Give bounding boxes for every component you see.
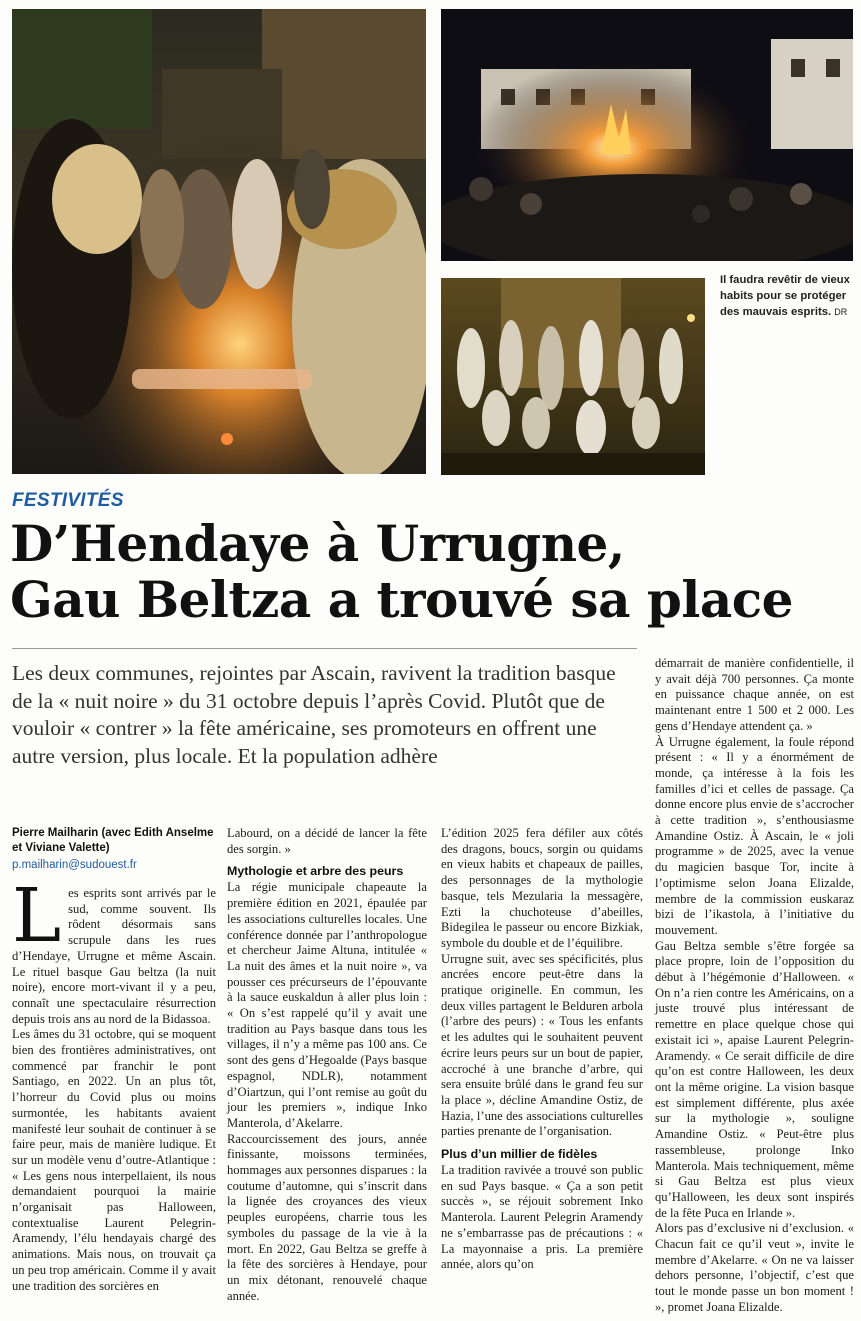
article-column-3 — [441, 826, 643, 1273]
byline-authors: Pierre Mailharin (avec Edith Anselme et Viviane Valette) — [12, 827, 214, 854]
paragraph: Urrugne suit, avec ses spécificités, plus ancrées encore peut-être dans la pratique originelle. En commun, les deux villes partagent le Belduren arbola (l’arbre des peurs) : « Tous les enfants et les adultes qui le souhaitent peuvent écrire leurs peurs sur un bout de papier, accroché à une branche d’arbre, qui sera ensuite brûlé dans le grand feu sur la place », décline Amandine Ostiz, de Hazia, l’une des associations culturelles parties prenante de l’organisation. — [441, 951, 643, 1139]
paragraph: L’édition 2025 fera défiler aux côtés des dragons, boucs, sorgin ou quidams en vieux habits et chapeaux de pailles, des personnages de la mythologie basque, tels Mezularia la messagère, Ezti la chuchoteuse d’abeilles, Bidegilea le passeur ou encore Bizkiak, symbole du double et de l’équilibre. — [441, 826, 643, 950]
article-lead: Les deux communes, rejointes par Ascain, ravivent la tradition basque de la « nuit noire » du 31 octobre depuis l’après Covid. Plutôt que de vouloir « contrer » la fête américaine, ses promoteurs en offrent une autre version, plus locale. Et la population adhère — [12, 661, 616, 768]
paragraph: Gau Beltza semble s’être forgée sa place propre, loin de l’opposition du début à l’hégémonie d’Halloween. « On n’a rien contre les Américains, on a juste trouvé plus intéressant de remettre en place quelque chose qui existait ici », apaise Laurent Pelegrin-Aramendy. « Ce serait difficile de dire qu’on est contre Halloween, les deux ont la même origine. La vision basque est simplement différente, plus axée sur la mythologie », souligne Amandine Ostiz. « Peut-être plus rassembleuse, prolonge Inko Manterola. Mais techniquement, même si Gau Beltza est plus vieux qu’Halloween, les deux sont inspirés de la fête Puca en Irlande ». — [655, 938, 854, 1220]
article-headline — [10, 516, 855, 628]
article-column-4 — [655, 656, 854, 1316]
photo-caption — [720, 272, 855, 320]
paragraph: Labourd, on a décidé de lancer la fête des sorgin. » — [227, 826, 427, 856]
headline-line-2: Gau Beltza a trouvé sa place — [10, 570, 793, 629]
paragraph: Raccourcissement des jours, année finissante, moissons terminées, hommages aux personnes disparues : la coutume d’automne, qui s’inscrit dans la lignée des croyances des vieux peuples européens, charrie tous les symboles du passage de la vie à la mort. En 2022, Gau Beltza se greffe à la fête des sorcières à Hendaye, pour un mix détonant, renouvelé chaque année. — [227, 1131, 427, 1303]
paragraph: démarrait de manière confidentielle, il y avait déjà 700 personnes. Ça monte en puissance chaque année, on est maintenant entre 1 500 et 2 000. Les gens d’Hendaye attendent ça. » — [655, 656, 854, 733]
article-column-1 — [12, 873, 216, 1294]
caption-credit: DR — [834, 307, 848, 317]
headline-line-1: D’Hendaye à Urrugne, — [10, 514, 625, 573]
subheading: Plus d’un millier de fidèles — [441, 1147, 598, 1162]
caption-text: Il faudra revêtir de vieux habits pour se protéger des mauvais esprits. — [720, 274, 850, 318]
photo-groupe-costumes — [441, 278, 705, 475]
article-column-2 — [227, 826, 427, 1304]
photo-ronde-nuit — [12, 9, 426, 474]
paragraph: La tradition ravivée a trouvé son public en sud Pays basque. « Ça a son petit succès », se réjouit sobrement Inko Manterola. Laurent Pelegrin Aramendy ne s’embarrasse pas de précautions : « La mayonnaise a pris. La première année, alors qu’on — [441, 1163, 643, 1272]
photo-feu-place — [441, 9, 853, 261]
divider — [12, 648, 637, 649]
author-email-link[interactable]: p.mailharin@sudouest.fr — [12, 859, 137, 871]
paragraph: Alors pas d’exclusive ni d’exclusion. « Chacun fait ce qu’il veut », invite le membre d’Akelarre. « On ne va laisser dehors personne, l’objectif, c’est que tout le monde passe un bon moment ! », promet Joana Elizalde. — [655, 1221, 854, 1314]
subheading: Mythologie et arbre des peurs — [227, 864, 404, 879]
paragraph: La régie municipale chapeaute la première édition en 2021, épaulée par les associations culturelles locales. Une conférence donnée par l’anthropologue et chercheur Jaime Altuna, intitulée « La nuit des âmes et la nuit noire », va pousser ces précurseurs de l’épouvante à la sauce euskaldun à aller plus loin : « On s’est rappelé qu’il y avait une tradition au Pays basque dans tous les villages, il n’y a même pas 100 ans. Ce sont des gens d’Hegoalde (Pays basque espagnol, NDLR), notamment d’Oiartzun, qui l’ont remise au goût du jour les premiers », indique Inko Manterola, d’Akelarre. — [227, 880, 427, 1130]
byline — [12, 826, 217, 873]
section-kicker: FESTIVITÉS — [12, 490, 124, 511]
paragraph-text: es esprits sont arrivés par le sud, comme souvent. Ils rôdent désormais sans scrupule dans les rues d’Hendaye, Urrugne et même Ascain. Le rituel basque Gau beltza (la nuit noire), encore mort-vivant il y a peu, connaît une spectaculaire résurrection depuis trois ans au nord de la Bidassoa. — [12, 886, 216, 1026]
paragraph — [12, 873, 216, 1027]
paragraph: À Urrugne également, la foule répond présent : « Il y a énormément de monde, ça intéresse à la fois les familles d’ici et celles de passage. Ça donne encore plus envie de s’accrocher à cette tradition », s’enthousiasme Amandine Ostiz. À Ascain, le « joli programme » de 2025, avec la venue du magicien basque Tor, incite à l’optimisme selon Joana Elizalde, membre de la commission euskaraz bizi de l’ikastola, à l’initiative du mouvement. — [655, 734, 854, 937]
paragraph: Les âmes du 31 octobre, qui se moquent bien des frontières administratives, ont commencé par franchir le pont Santiago, en 2022. Un an plus tôt, l’horreur du Covid plus ou moins surmontée, les habitants avaient manifesté leur souhait de continuer à se faire peur, mais de manière ludique. Et sur un modèle venu d’outre-Atlantique : « Les gens nous interpellaient, ils nous demandaient pourquoi la mairie n’organisait pas Halloween, contextualise Laurent Pelegrin-Aramendy, l’élu hendayais chargé des animations. Mais nous, on trouvait ça un peu trop américain. Comme il y avait une tradition des sorcières en — [12, 1027, 216, 1293]
drop-cap: L — [12, 873, 62, 959]
